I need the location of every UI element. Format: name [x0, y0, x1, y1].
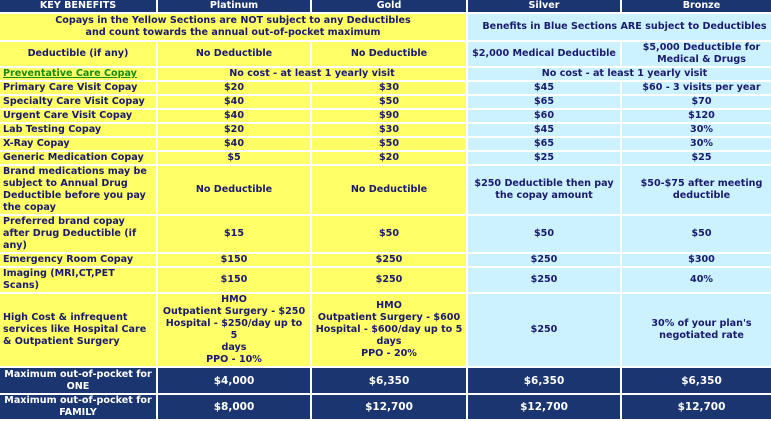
gold-ppo: PPO - 20%	[361, 348, 417, 359]
high-cost-bronze: 30% of your plan's negotiated rate	[622, 294, 771, 366]
platinum-value: $40	[158, 110, 310, 122]
table-row	[0, 82, 771, 94]
bronze-value: 40%	[622, 268, 771, 292]
max-oop-one-silver: $6,350	[468, 368, 620, 393]
row-label: Primary Care Visit Copay	[0, 82, 156, 94]
preventative-care-link[interactable]: Preventative Care Copay	[3, 68, 137, 79]
row-label: X-Ray Copay	[0, 138, 156, 150]
max-oop-one-bronze: $6,350	[622, 368, 771, 393]
bronze-value: 30%	[622, 124, 771, 136]
row-label: Generic Medication Copay	[0, 152, 156, 164]
max-oop-family-bronze: $12,700	[622, 395, 771, 419]
table-row	[0, 254, 771, 266]
platinum-value: $20	[158, 124, 310, 136]
bronze-value: $300	[622, 254, 771, 266]
row-label: Imaging (MRI,CT,PET Scans)	[0, 268, 156, 292]
brand-gold: No Deductible	[312, 166, 466, 214]
table-row	[0, 268, 771, 292]
platinum-value: $15	[158, 216, 310, 252]
blue-section-notice: Benefits in Blue Sections ARE subject to Deductibles	[468, 14, 771, 40]
high-cost-gold	[312, 294, 466, 366]
deductible-platinum: No Deductible	[158, 42, 310, 66]
gold-hospital: Hospital - $600/day up to 5	[315, 324, 463, 335]
high-cost-silver: $250	[468, 294, 620, 366]
gold-outpatient: Outpatient Surgery - $600	[317, 312, 461, 323]
gold-hmo: HMO	[376, 300, 402, 311]
gold-value: $250	[312, 254, 466, 266]
brand-platinum: No Deductible	[158, 166, 310, 214]
platinum-hospital-days: days	[221, 342, 247, 353]
gold-value: $20	[312, 152, 466, 164]
table-row	[0, 138, 771, 150]
yellow-section-notice	[0, 14, 466, 40]
table-row	[0, 110, 771, 122]
bronze-value: $50	[622, 216, 771, 252]
platinum-value: $150	[158, 268, 310, 292]
silver-value: $65	[468, 96, 620, 108]
header-bronze: Bronze	[622, 0, 771, 12]
max-oop-one-gold: $6,350	[312, 368, 466, 393]
deductible-bronze	[622, 42, 771, 66]
table-row	[0, 96, 771, 108]
row-label: Specialty Care Visit Copay	[0, 96, 156, 108]
table-row	[0, 216, 771, 252]
bronze-value: $120	[622, 110, 771, 122]
preventative-label-cell	[0, 68, 156, 80]
row-label: Preferred brand copay after Drug Deductible (if any)	[0, 216, 156, 252]
high-cost-platinum	[158, 294, 310, 366]
deductible-bronze-line2: Medical & Drugs	[657, 54, 746, 65]
header-platinum: Platinum	[158, 0, 310, 12]
gold-value: $250	[312, 268, 466, 292]
platinum-value: $40	[158, 96, 310, 108]
bronze-value: $25	[622, 152, 771, 164]
platinum-ppo: PPO - 10%	[206, 354, 262, 365]
silver-value: $45	[468, 124, 620, 136]
high-cost-row	[0, 294, 771, 366]
header-row	[0, 0, 771, 12]
high-cost-label: High Cost & infrequent services like Hospital Care & Outpatient Surgery	[0, 294, 156, 366]
gold-value: $50	[312, 138, 466, 150]
platinum-value: $5	[158, 152, 310, 164]
gold-value: $30	[312, 124, 466, 136]
max-oop-family-platinum: $8,000	[158, 395, 310, 419]
max-oop-one-row	[0, 368, 771, 393]
row-label: Urgent Care Visit Copay	[0, 110, 156, 122]
table-row	[0, 124, 771, 136]
silver-value: $60	[468, 110, 620, 122]
yellow-notice-line1: Copays in the Yellow Sections are NOT subject to any Deductibles	[55, 15, 411, 26]
platinum-value: $40	[158, 138, 310, 150]
notice-row	[0, 14, 771, 40]
yellow-notice-line2: and count towards the annual out-of-pocket maximum	[85, 27, 381, 38]
bronze-value: $70	[622, 96, 771, 108]
gold-value: $50	[312, 96, 466, 108]
silver-value: $250	[468, 268, 620, 292]
gold-value: $90	[312, 110, 466, 122]
platinum-hmo: HMO	[221, 294, 247, 305]
row-label: Lab Testing Copay	[0, 124, 156, 136]
gold-value: $50	[312, 216, 466, 252]
header-silver: Silver	[468, 0, 620, 12]
platinum-hospital: Hospital - $250/day up to 5	[165, 318, 303, 341]
max-oop-family-label: Maximum out-of-pocket for FAMILY	[0, 395, 156, 419]
header-gold: Gold	[312, 0, 466, 12]
silver-value: $25	[468, 152, 620, 164]
max-oop-family-row	[0, 395, 771, 419]
header-key-benefits: KEY BENEFITS	[0, 0, 156, 12]
platinum-value: $150	[158, 254, 310, 266]
platinum-value: $20	[158, 82, 310, 94]
gold-value: $30	[312, 82, 466, 94]
preventative-yellow: No cost - at least 1 yearly visit	[158, 68, 466, 80]
bronze-value: $60 - 3 visits per year	[622, 82, 771, 94]
silver-value: $50	[468, 216, 620, 252]
brand-medication-label: Brand medications may be subject to Annual Drug Deductible before you pay the copay	[0, 166, 156, 214]
silver-value: $45	[468, 82, 620, 94]
max-oop-one-platinum: $4,000	[158, 368, 310, 393]
max-oop-family-silver: $12,700	[468, 395, 620, 419]
preventative-blue: No cost - at least 1 yearly visit	[468, 68, 771, 80]
silver-value: $65	[468, 138, 620, 150]
deductible-silver: $2,000 Medical Deductible	[468, 42, 620, 66]
silver-value: $250	[468, 254, 620, 266]
brand-silver: $250 Deductible then pay the copay amount	[468, 166, 620, 214]
max-oop-one-label: Maximum out-of-pocket for ONE	[0, 368, 156, 393]
max-oop-family-gold: $12,700	[312, 395, 466, 419]
deductible-label: Deductible (if any)	[0, 42, 156, 66]
preventative-row	[0, 68, 771, 80]
deductible-gold: No Deductible	[312, 42, 466, 66]
platinum-outpatient: Outpatient Surgery - $250	[162, 306, 306, 317]
gold-hospital-days: days	[376, 336, 402, 347]
deductible-bronze-line1: $5,000 Deductible for	[642, 42, 761, 53]
brand-medication-row	[0, 166, 771, 214]
brand-bronze: $50-$75 after meeting deductible	[622, 166, 771, 214]
bronze-value: 30%	[622, 138, 771, 150]
row-label: Emergency Room Copay	[0, 254, 156, 266]
table-row	[0, 152, 771, 164]
deductible-row	[0, 42, 771, 66]
